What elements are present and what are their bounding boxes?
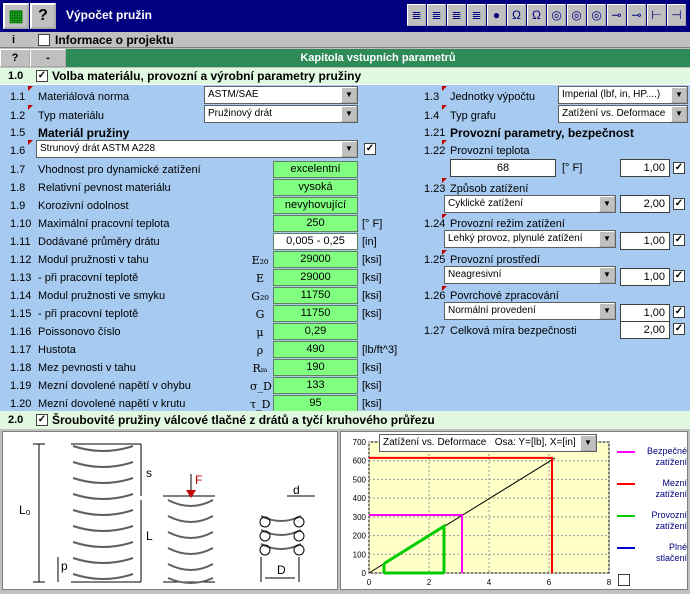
row-value: 0,29 bbox=[273, 323, 358, 340]
legend-label: Provozní zatížení bbox=[651, 510, 687, 531]
environment-select[interactable] bbox=[444, 266, 616, 284]
chart-title: Zatížení vs. Deformace bbox=[383, 437, 487, 448]
row-label: Mezní dovolené napětí v krutu bbox=[38, 398, 186, 410]
row-num: 1.2 bbox=[10, 110, 26, 122]
row-num: 1.12 bbox=[10, 254, 32, 266]
row-num: 1.11 bbox=[10, 236, 31, 248]
legend-label: Mezní zatížení bbox=[655, 478, 687, 499]
chevron-down-icon[interactable]: ▼ bbox=[599, 231, 615, 247]
row-num: 1.3 bbox=[424, 91, 440, 103]
combo-value: Neagresivní bbox=[448, 269, 502, 280]
y-tick-label: 0 bbox=[361, 569, 366, 578]
row-num: 1.15 bbox=[10, 308, 32, 320]
project-info-checkbox[interactable] bbox=[38, 34, 50, 46]
row-symbol: Rₘ bbox=[252, 362, 268, 375]
spring-4-icon[interactable]: ≣ bbox=[467, 4, 486, 26]
y-tick-label: 200 bbox=[352, 531, 366, 541]
row-label: Celková míra bezpečnosti bbox=[450, 325, 577, 337]
total-safety-coefficient[interactable]: 2,00 bbox=[620, 321, 670, 339]
row-num: 1.7 bbox=[10, 164, 26, 176]
chevron-down-icon[interactable]: ▼ bbox=[599, 196, 615, 212]
wire-diameter-label: d bbox=[293, 483, 300, 497]
row-value: 190 bbox=[273, 359, 358, 376]
row-num: 1.13 bbox=[10, 272, 32, 284]
row-label: Korozivní odolnost bbox=[38, 200, 129, 212]
x-tick-label: 2 bbox=[426, 578, 432, 587]
row-label: Provozní režim zatížení bbox=[450, 218, 565, 230]
environment-checkbox[interactable]: ✓ bbox=[674, 270, 684, 281]
combo-value: Strunový drát ASTM A228 bbox=[40, 143, 156, 154]
row-num: 1.9 bbox=[10, 200, 26, 212]
row-label: Typ grafu bbox=[450, 110, 496, 122]
load-checkbox[interactable]: ✓ bbox=[674, 198, 684, 209]
rod-2-icon[interactable]: ⊸ bbox=[627, 4, 646, 26]
row-symbol: E bbox=[255, 272, 265, 285]
project-info-label: Informace o projektu bbox=[55, 33, 174, 47]
row-symbol: E₂₀ bbox=[251, 254, 269, 267]
legend-label: Plné stlačení bbox=[655, 542, 687, 563]
y-tick-label: 700 bbox=[352, 438, 366, 447]
units-select[interactable] bbox=[558, 86, 688, 104]
row-label: Mezní dovolené napětí v ohybu bbox=[38, 380, 191, 392]
material-norm-select[interactable] bbox=[204, 86, 358, 104]
chapter-title: Kapitola vstupních parametrů bbox=[66, 49, 690, 67]
row-num: 1.8 bbox=[10, 182, 26, 194]
temperature-checkbox[interactable]: ✓ bbox=[674, 162, 684, 173]
spring-drawing bbox=[2, 431, 338, 590]
rod-3-icon[interactable]: ⊢ bbox=[647, 4, 666, 26]
chart-axis-select[interactable] bbox=[379, 434, 597, 452]
legend-item bbox=[615, 542, 687, 572]
rod-4-icon[interactable]: ⊣ bbox=[667, 4, 686, 26]
row-num: 1.16 bbox=[10, 326, 32, 338]
pitch-label: p bbox=[61, 559, 68, 573]
spring-3-icon[interactable]: ≣ bbox=[447, 4, 466, 26]
row-value: excelentní bbox=[273, 161, 358, 178]
chapter-collapse-button[interactable]: - bbox=[30, 49, 66, 67]
x-tick-label: 4 bbox=[486, 578, 492, 587]
y-tick-label: 500 bbox=[352, 475, 366, 485]
row-value: 133 bbox=[273, 377, 358, 394]
row-label: Dodávané průměry drátu bbox=[38, 236, 160, 248]
row-unit: [ksi] bbox=[362, 272, 382, 284]
info-mark: i bbox=[12, 34, 16, 46]
combo-value: ASTM/SAE bbox=[208, 89, 259, 100]
row-num: 1.10 bbox=[10, 218, 32, 230]
row-value: 29000 bbox=[273, 269, 358, 286]
row-label: Provozní prostředí bbox=[450, 254, 540, 266]
row-value: 250 bbox=[273, 215, 358, 232]
chart-legend bbox=[615, 446, 687, 586]
y-tick-label: 300 bbox=[352, 512, 366, 522]
mode-coefficient[interactable]: 1,00 bbox=[620, 232, 670, 250]
surface-coefficient[interactable]: 1,00 bbox=[620, 304, 670, 322]
row-value: 490 bbox=[273, 341, 358, 358]
spiral-3-icon[interactable]: ◎ bbox=[547, 4, 566, 26]
row-label: Materiálová norma bbox=[38, 91, 130, 103]
chapter-help-button[interactable]: ? bbox=[0, 49, 30, 67]
window-title: Výpočet pružin bbox=[66, 8, 153, 22]
row-symbol: G bbox=[255, 308, 265, 321]
row-num: 1.27 bbox=[424, 325, 446, 337]
spring-2-icon[interactable]: ≣ bbox=[427, 4, 446, 26]
row-value: nevyhovující bbox=[273, 197, 358, 214]
chart-axis-label: Osa: Y=[lb], X=[in] bbox=[494, 437, 576, 448]
help-button[interactable] bbox=[30, 3, 56, 29]
row-num: 1.19 bbox=[10, 380, 32, 392]
row-label: Způsob zatížení bbox=[450, 183, 529, 195]
load-chart bbox=[340, 431, 688, 590]
legend-item bbox=[615, 478, 687, 508]
load-type-select[interactable] bbox=[444, 195, 616, 213]
row-num: 1.18 bbox=[10, 362, 32, 374]
legend-item bbox=[615, 510, 687, 540]
row-unit: [in] bbox=[362, 236, 377, 248]
row-label: Modul pružnosti ve smyku bbox=[38, 290, 166, 302]
mode-checkbox[interactable]: ✓ bbox=[674, 234, 684, 245]
spring-type-toolbar bbox=[406, 4, 686, 26]
length-label: L bbox=[146, 529, 153, 543]
row-label: - při pracovní teplotě bbox=[38, 272, 139, 284]
row-label: Povrchové zpracování bbox=[450, 290, 559, 302]
stroke-label: s bbox=[146, 466, 152, 480]
material-select[interactable] bbox=[36, 140, 358, 158]
material-section-title: Materiál pružiny bbox=[38, 126, 130, 140]
material-checkbox[interactable]: ✓ bbox=[365, 143, 375, 154]
row-num: 1.24 bbox=[424, 218, 446, 230]
row-value: vysoká bbox=[273, 179, 358, 196]
row-num: 1.20 bbox=[10, 398, 32, 410]
chevron-down-icon[interactable]: ▼ bbox=[341, 141, 357, 157]
row-label: Typ materiálu bbox=[38, 110, 105, 122]
row-label: Modul pružnosti v tahu bbox=[38, 254, 149, 266]
spring-diagram bbox=[3, 432, 339, 591]
row-unit: [ksi] bbox=[362, 308, 382, 320]
load-mode-select[interactable] bbox=[444, 230, 616, 248]
row-unit: [° F] bbox=[362, 218, 383, 230]
row-label: Jednotky výpočtu bbox=[450, 91, 535, 103]
spiral-1-icon[interactable]: Ω bbox=[507, 4, 526, 26]
row-num: 1.26 bbox=[424, 290, 446, 302]
spring-1-icon[interactable]: ≣ bbox=[407, 4, 426, 26]
row-symbol: σ_D bbox=[250, 380, 272, 393]
app-icon[interactable]: ▦ bbox=[3, 3, 29, 29]
y-tick-label: 100 bbox=[352, 550, 366, 560]
y-tick-label: 600 bbox=[352, 456, 366, 466]
chevron-down-icon[interactable]: ▼ bbox=[599, 267, 615, 283]
combo-value: Imperial (lbf, in, HP....) bbox=[562, 89, 661, 100]
project-info-row[interactable] bbox=[0, 32, 690, 48]
chapter-row bbox=[0, 49, 690, 67]
legend-item bbox=[615, 446, 687, 476]
y-tick-label: 400 bbox=[352, 494, 366, 504]
combo-value: Cyklické zatížení bbox=[448, 198, 524, 209]
row-label: Hustota bbox=[38, 344, 76, 356]
row-symbol: μ bbox=[256, 326, 264, 339]
graph-type-select[interactable] bbox=[558, 105, 688, 123]
force-label: F bbox=[195, 473, 203, 487]
row-num: 1.5 bbox=[10, 127, 26, 139]
row-num: 1.21 bbox=[424, 127, 446, 139]
chevron-down-icon[interactable]: ▼ bbox=[671, 87, 687, 103]
row-symbol: τ_D bbox=[250, 398, 271, 411]
surface-checkbox[interactable]: ✓ bbox=[674, 306, 684, 317]
legend-label: Bezpečné zatížení bbox=[646, 446, 687, 467]
section-2-number: 2.0 bbox=[8, 414, 24, 426]
row-symbol: ρ bbox=[256, 344, 264, 357]
combo-value: Zatížení vs. Deformace bbox=[562, 108, 666, 119]
row-value: 0,005 - 0,25 bbox=[273, 233, 358, 250]
safety-section-title: Provozní parametry, bezpečnost bbox=[450, 126, 634, 140]
chevron-down-icon[interactable]: ▼ bbox=[341, 87, 357, 103]
row-label: - při pracovní teplotě bbox=[38, 308, 139, 320]
surface-select[interactable] bbox=[444, 302, 616, 320]
x-tick-label: 0 bbox=[366, 578, 372, 587]
ring-icon[interactable]: ● bbox=[487, 4, 506, 26]
row-label: Vhodnost pro dynamické zatížení bbox=[38, 164, 201, 176]
row-num: 1.23 bbox=[424, 183, 446, 195]
row-num: 1.17 bbox=[10, 344, 32, 356]
row-num: 1.1 bbox=[10, 91, 26, 103]
legend-swatch bbox=[617, 547, 635, 549]
row-num: 1.14 bbox=[10, 290, 32, 302]
combo-value: Lehký provoz, plynulé zatížení bbox=[448, 233, 583, 244]
row-unit: [ksi] bbox=[362, 362, 382, 374]
spiral-2-icon[interactable]: Ω bbox=[527, 4, 546, 26]
legend-swatch bbox=[617, 483, 635, 485]
x-tick-label: 6 bbox=[546, 578, 552, 587]
x-tick-label: 8 bbox=[606, 578, 612, 587]
chevron-down-icon[interactable]: ▼ bbox=[341, 106, 357, 122]
combo-value: Normální provedení bbox=[448, 305, 536, 316]
parameters-panel bbox=[0, 85, 690, 411]
combo-value: Pružinový drát bbox=[208, 108, 272, 119]
chevron-down-icon[interactable]: ▼ bbox=[599, 303, 615, 319]
section-1-number: 1.0 bbox=[8, 70, 24, 82]
spiral-4-icon[interactable]: ◎ bbox=[567, 4, 586, 26]
legend-swatch bbox=[617, 515, 635, 517]
row-unit: [ksi] bbox=[362, 398, 382, 410]
coil-diameter-label: D bbox=[277, 563, 286, 577]
section-1-title: Volba materiálu, provozní a výrobní parametry pružiny bbox=[52, 69, 362, 83]
row-label: Provozní teplota bbox=[450, 145, 530, 157]
title-bar bbox=[0, 0, 690, 32]
chevron-down-icon[interactable]: ▼ bbox=[671, 106, 687, 122]
row-unit: [ksi] bbox=[362, 254, 382, 266]
row-num: 1.4 bbox=[424, 110, 440, 122]
row-value: 11750 bbox=[273, 305, 358, 322]
section-2-title: Šroubovité pružiny válcové tlačné z drátů a tyčí kruhového průřezu bbox=[52, 413, 435, 427]
environment-coefficient[interactable]: 1,00 bbox=[620, 268, 670, 286]
lower-area bbox=[0, 429, 690, 592]
section-2-header bbox=[0, 411, 690, 429]
row-num: 1.6 bbox=[10, 145, 26, 157]
full-compression-checkbox[interactable] bbox=[618, 574, 630, 586]
row-symbol: G₂₀ bbox=[251, 290, 269, 303]
help-label: ? bbox=[38, 7, 48, 24]
load-coefficient[interactable]: 2,00 bbox=[620, 195, 670, 213]
row-value: 29000 bbox=[273, 251, 358, 268]
chart-plot bbox=[341, 432, 613, 591]
temperature-unit: [° F] bbox=[562, 162, 583, 174]
rod-1-icon[interactable]: ⊸ bbox=[607, 4, 626, 26]
row-num: 1.25 bbox=[424, 254, 446, 266]
operating-temperature-input[interactable]: 68 bbox=[450, 159, 556, 177]
section-1-header bbox=[0, 68, 690, 85]
row-label: Maximální pracovní teplota bbox=[38, 218, 170, 230]
row-value: 11750 bbox=[273, 287, 358, 304]
row-num: 1.22 bbox=[424, 145, 446, 157]
section-1-checkbox[interactable]: ✓ bbox=[37, 70, 47, 81]
row-unit: [ksi] bbox=[362, 380, 382, 392]
length-free-label: L₀ bbox=[19, 503, 31, 517]
legend-swatch bbox=[617, 451, 635, 453]
total-safety-checkbox[interactable]: ✓ bbox=[674, 323, 684, 334]
row-unit: [ksi] bbox=[362, 290, 382, 302]
spiral-5-icon[interactable]: ◎ bbox=[587, 4, 606, 26]
row-label: Mez pevnosti v tahu bbox=[38, 362, 136, 374]
row-unit: [lb/ft^3] bbox=[362, 344, 398, 356]
row-label: Relativní pevnost materiálu bbox=[38, 182, 171, 194]
chevron-down-icon[interactable]: ▼ bbox=[580, 435, 596, 451]
material-type-select[interactable] bbox=[204, 105, 358, 123]
row-value: 95 bbox=[273, 395, 358, 412]
section-2-checkbox[interactable]: ✓ bbox=[37, 414, 47, 425]
row-label: Poissonovo číslo bbox=[38, 326, 121, 338]
temperature-coefficient[interactable]: 1,00 bbox=[620, 159, 670, 177]
